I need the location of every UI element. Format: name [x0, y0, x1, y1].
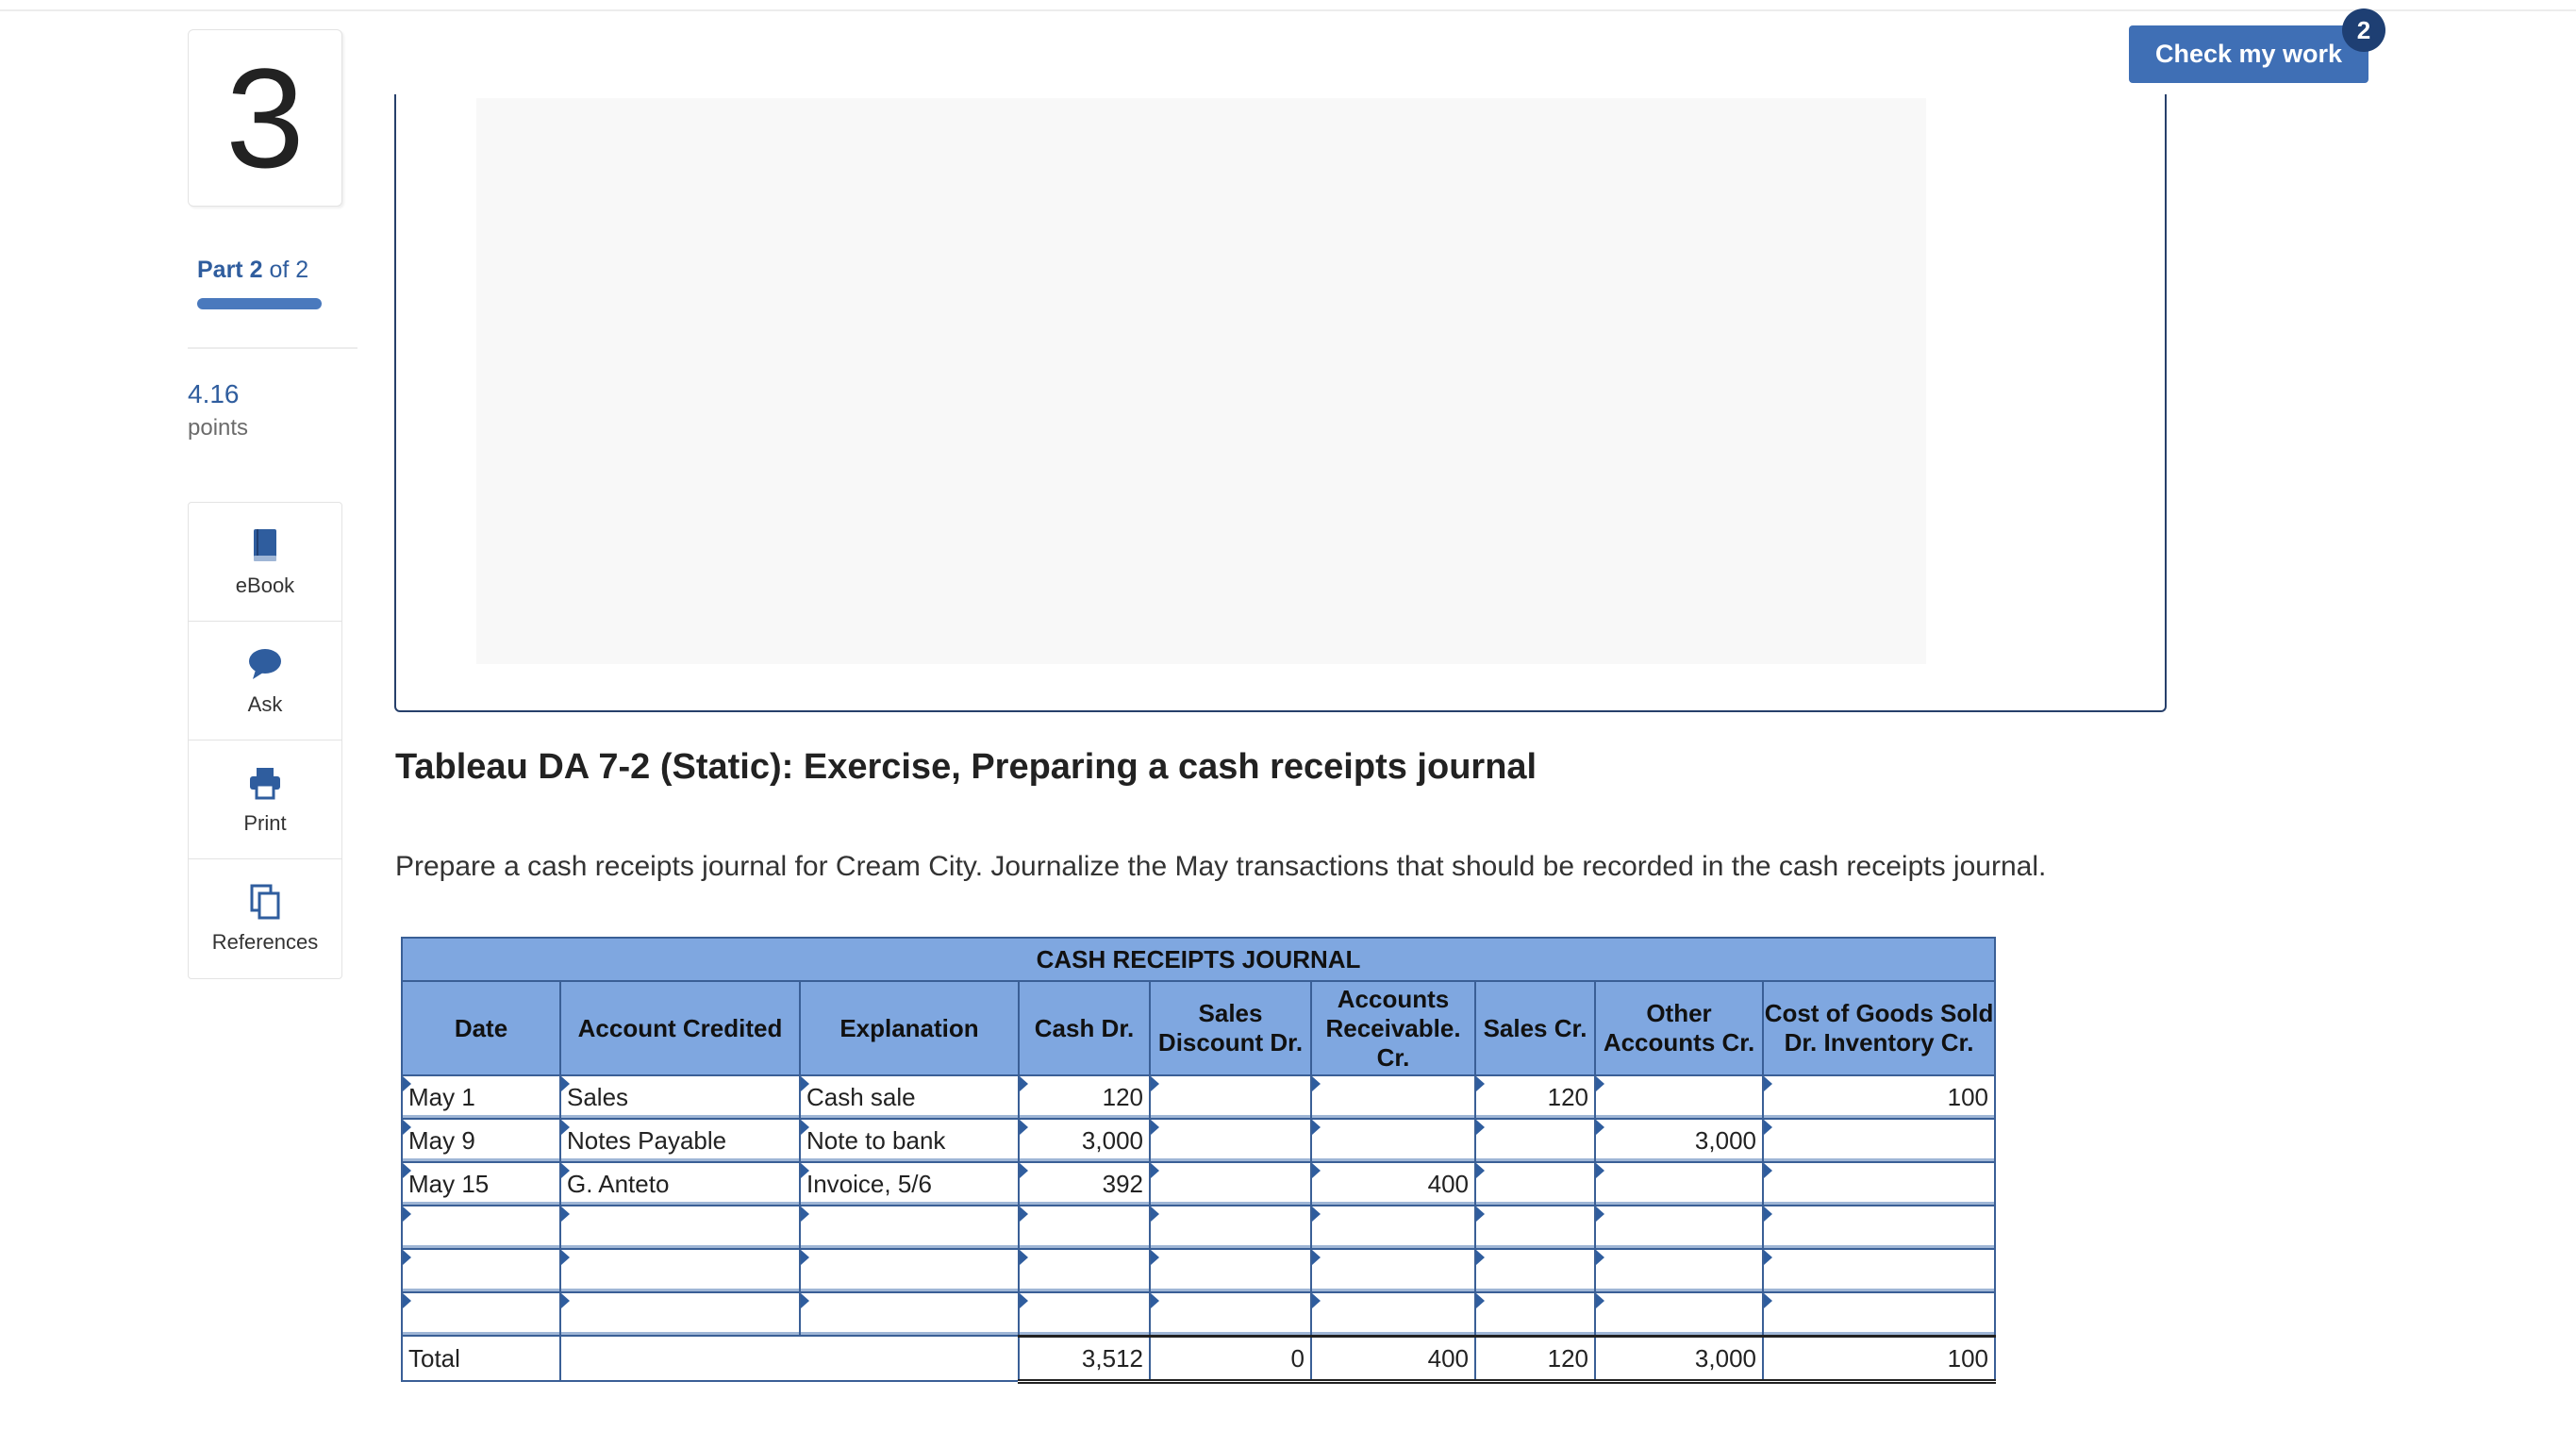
- exercise-instructions: Prepare a cash receipts journal for Cream City. Journalize the May transactions that should be recorded in the cash receipts journal.: [395, 851, 2047, 882]
- question-number: 3: [225, 39, 305, 197]
- cogs-dr-cell[interactable]: [1763, 1119, 1995, 1162]
- explanation-cell[interactable]: [800, 1206, 1019, 1249]
- sales-discount-dr-cell[interactable]: [1150, 1206, 1311, 1249]
- col-header-other-accounts-cr: Other Accounts Cr.: [1595, 981, 1763, 1075]
- sales-discount-dr-cell[interactable]: [1150, 1292, 1311, 1336]
- other-accounts-cr-cell[interactable]: [1595, 1249, 1763, 1292]
- other-accounts-cr-cell[interactable]: [1595, 1162, 1763, 1206]
- ebook-button[interactable]: [189, 503, 341, 622]
- cash-dr-cell[interactable]: [1019, 1292, 1150, 1336]
- journal-row: [402, 1249, 1995, 1292]
- col-header-account-credited: Account Credited: [560, 981, 800, 1075]
- tools-panel: [188, 502, 342, 979]
- date-cell[interactable]: [402, 1206, 560, 1249]
- other-accounts-cr-cell[interactable]: [1595, 1292, 1763, 1336]
- journal-row: [402, 1292, 1995, 1336]
- account-credited-cell[interactable]: Notes Payable: [560, 1119, 800, 1162]
- total-blank-cell: [560, 1336, 1019, 1381]
- cash-dr-cell[interactable]: 392: [1019, 1162, 1150, 1206]
- question-number-box: [188, 29, 342, 207]
- sales-cr-cell[interactable]: [1475, 1249, 1595, 1292]
- sales-cr-cell[interactable]: [1475, 1292, 1595, 1336]
- other-accounts-cr-cell[interactable]: [1595, 1206, 1763, 1249]
- account-credited-cell[interactable]: [560, 1249, 800, 1292]
- sales-cr-cell[interactable]: [1475, 1162, 1595, 1206]
- cogs-dr-cell[interactable]: [1763, 1249, 1995, 1292]
- journal-title: CASH RECEIPTS JOURNAL: [402, 938, 1995, 981]
- part-indicator: [197, 257, 308, 284]
- ebook-label: eBook: [235, 573, 295, 597]
- total-accounts-receivable-cr: 400: [1311, 1336, 1475, 1381]
- accounts-receivable-cr-cell[interactable]: [1311, 1119, 1475, 1162]
- col-header-accounts-receivable-cr: Accounts Receivable. Cr.: [1311, 981, 1475, 1075]
- explanation-cell[interactable]: Cash sale: [800, 1075, 1019, 1119]
- account-credited-cell[interactable]: [560, 1292, 800, 1336]
- col-header-date: Date: [402, 981, 560, 1075]
- sales-cr-cell[interactable]: [1475, 1119, 1595, 1162]
- col-header-sales-discount-dr: Sales Discount Dr.: [1150, 981, 1311, 1075]
- col-header-cogs-dr-inventory-cr: Cost of Goods Sold Dr. Inventory Cr.: [1763, 981, 1995, 1075]
- cash-receipts-journal: [401, 937, 1996, 1384]
- chat-bubble-icon: [246, 645, 284, 683]
- sales-cr-cell[interactable]: [1475, 1206, 1595, 1249]
- accounts-receivable-cr-cell[interactable]: [1311, 1075, 1475, 1119]
- total-cogs-dr: 100: [1763, 1336, 1995, 1381]
- journal-row: [402, 1162, 1995, 1206]
- print-label: Print: [243, 810, 287, 835]
- part-progress-bar: [197, 298, 322, 309]
- printer-icon: [246, 764, 284, 802]
- date-cell[interactable]: [402, 1292, 560, 1336]
- top-divider: [0, 9, 2576, 11]
- total-sales-discount-dr: 0: [1150, 1336, 1311, 1381]
- date-cell[interactable]: May 1: [402, 1075, 560, 1119]
- date-cell[interactable]: May 15: [402, 1162, 560, 1206]
- cogs-dr-cell[interactable]: 100: [1763, 1075, 1995, 1119]
- points-label: points: [188, 415, 249, 441]
- total-label: Total: [402, 1336, 560, 1381]
- exercise-heading: Tableau DA 7-2 (Static): Exercise, Preparing a cash receipts journal: [395, 747, 1537, 787]
- accounts-receivable-cr-cell[interactable]: [1311, 1292, 1475, 1336]
- attempts-badge: 2: [2342, 8, 2385, 52]
- journal-total-row: [402, 1336, 1995, 1381]
- accounts-receivable-cr-cell[interactable]: 400: [1311, 1162, 1475, 1206]
- sales-discount-dr-cell[interactable]: [1150, 1162, 1311, 1206]
- accounts-receivable-cr-cell[interactable]: [1311, 1249, 1475, 1292]
- rail-divider: [188, 347, 357, 349]
- embedded-visualization: [476, 98, 1926, 664]
- date-cell[interactable]: [402, 1249, 560, 1292]
- accounts-receivable-cr-cell[interactable]: [1311, 1206, 1475, 1249]
- ask-button[interactable]: [189, 622, 341, 740]
- col-header-sales-cr: Sales Cr.: [1475, 981, 1595, 1075]
- part-current: Part 2: [197, 257, 263, 283]
- sales-cr-cell[interactable]: 120: [1475, 1075, 1595, 1119]
- references-button[interactable]: [189, 859, 341, 977]
- book-icon: [246, 526, 284, 564]
- journal-row: [402, 1119, 1995, 1162]
- cogs-dr-cell[interactable]: [1763, 1206, 1995, 1249]
- print-button[interactable]: [189, 740, 341, 859]
- cash-dr-cell[interactable]: 3,000: [1019, 1119, 1150, 1162]
- total-other-accounts-cr: 3,000: [1595, 1336, 1763, 1381]
- cogs-dr-cell[interactable]: [1763, 1162, 1995, 1206]
- explanation-cell[interactable]: [800, 1292, 1019, 1336]
- cash-dr-cell[interactable]: 120: [1019, 1075, 1150, 1119]
- check-my-work-button[interactable]: Check my work: [2129, 25, 2368, 83]
- copy-documents-icon: [246, 883, 284, 921]
- col-header-cash-dr: Cash Dr.: [1019, 981, 1150, 1075]
- explanation-cell[interactable]: [800, 1249, 1019, 1292]
- cash-dr-cell[interactable]: [1019, 1206, 1150, 1249]
- sales-discount-dr-cell[interactable]: [1150, 1249, 1311, 1292]
- date-cell[interactable]: May 9: [402, 1119, 560, 1162]
- account-credited-cell[interactable]: Sales: [560, 1075, 800, 1119]
- journal-row: [402, 1075, 1995, 1119]
- account-credited-cell[interactable]: G. Anteto: [560, 1162, 800, 1206]
- part-total: of 2: [269, 257, 309, 283]
- total-sales-cr: 120: [1475, 1336, 1595, 1381]
- cash-dr-cell[interactable]: [1019, 1249, 1150, 1292]
- sales-discount-dr-cell[interactable]: [1150, 1119, 1311, 1162]
- ask-label: Ask: [247, 691, 283, 716]
- explanation-cell[interactable]: Note to bank: [800, 1119, 1019, 1162]
- col-header-explanation: Explanation: [800, 981, 1019, 1075]
- total-cash-dr: 3,512: [1019, 1336, 1150, 1381]
- account-credited-cell[interactable]: [560, 1206, 800, 1249]
- journal-row: [402, 1206, 1995, 1249]
- sales-discount-dr-cell[interactable]: [1150, 1075, 1311, 1119]
- points-value: 4.16: [188, 379, 240, 408]
- cogs-dr-cell[interactable]: [1763, 1292, 1995, 1336]
- references-label: References: [211, 929, 319, 954]
- explanation-cell[interactable]: Invoice, 5/6: [800, 1162, 1019, 1206]
- other-accounts-cr-cell[interactable]: [1595, 1075, 1763, 1119]
- other-accounts-cr-cell[interactable]: 3,000: [1595, 1119, 1763, 1162]
